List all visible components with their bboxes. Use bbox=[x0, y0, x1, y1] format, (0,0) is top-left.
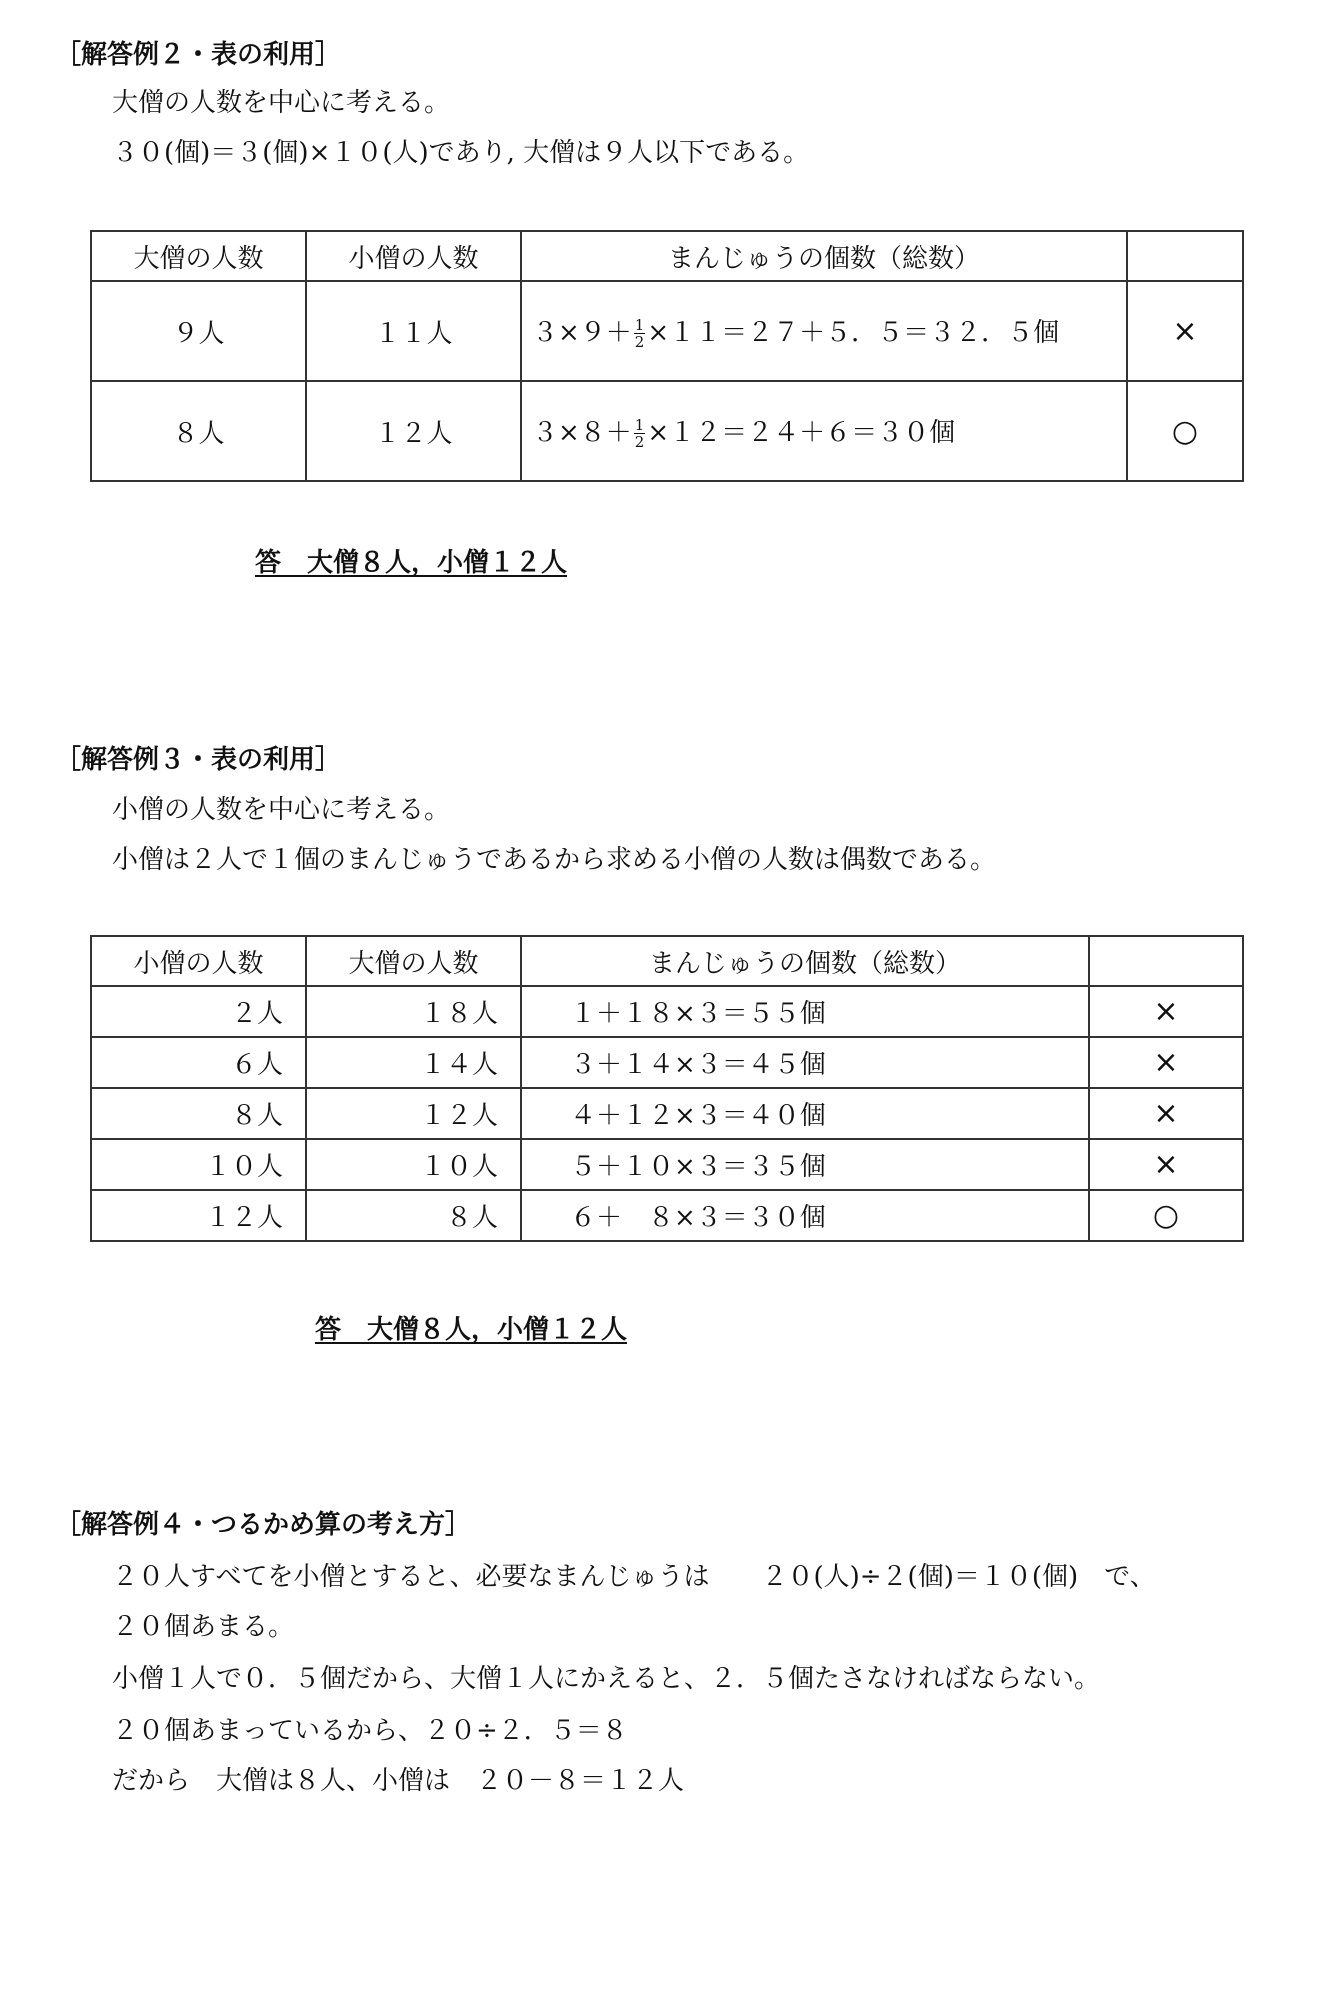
example4-line4: ２０個あまっているから、２０÷２．５＝８ bbox=[112, 1716, 628, 1746]
cell-manju-formula: ６＋ ８×３＝３０個 bbox=[521, 1190, 1089, 1241]
example4-line2: ２０個あまる。 bbox=[112, 1612, 295, 1642]
table-row bbox=[91, 986, 1243, 1037]
cell-big-count: １８人 bbox=[306, 986, 521, 1037]
formula-prefix: ３×８＋ bbox=[532, 417, 632, 448]
table-row bbox=[91, 381, 1243, 481]
cell-small-count: １２人 bbox=[306, 381, 521, 481]
table-row bbox=[91, 1088, 1243, 1139]
example3-line2: 小僧は２人で１個のまんじゅうであるから求める小僧の人数は偶数である。 bbox=[112, 845, 997, 875]
example4-line3: 小僧１人で０．５個だから、大僧１人にかえると、２．５個たさなければならない。 bbox=[112, 1664, 1101, 1694]
table-header-row bbox=[91, 231, 1243, 281]
cell-manju-formula: ５＋１０×３＝３５個 bbox=[521, 1139, 1089, 1190]
cell-manju-formula bbox=[521, 381, 1127, 481]
example2-line2: ３０(個)＝３(個)×１０(人)であり, 大僧は９人以下である。 bbox=[112, 138, 810, 168]
formula-suffix: ×１２＝２４＋６＝３０個 bbox=[647, 417, 956, 448]
cell-mark: ○ bbox=[1089, 1190, 1243, 1241]
example4-line5: だから 大僧は８人、小僧は ２０－８＝１２人 bbox=[112, 1766, 685, 1796]
fraction-half bbox=[634, 417, 646, 450]
example2-line1: 大僧の人数を中心に考える。 bbox=[112, 88, 451, 118]
header-mark bbox=[1089, 936, 1243, 986]
example2-answer: 答 大僧８人，小僧１２人 bbox=[255, 548, 568, 578]
header-mark bbox=[1127, 231, 1243, 281]
header-big-count: 大僧の人数 bbox=[91, 231, 306, 281]
example3-heading: ［解答例３・表の利用］ bbox=[55, 745, 342, 775]
cell-mark: × bbox=[1089, 1037, 1243, 1088]
cell-big-count: ９人 bbox=[91, 281, 306, 381]
header-manju-count: まんじゅうの個数（総数） bbox=[521, 936, 1089, 986]
fraction-numerator: 1 bbox=[634, 316, 645, 335]
table-header-row bbox=[91, 936, 1243, 986]
example3-line1: 小僧の人数を中心に考える。 bbox=[112, 795, 451, 825]
header-manju-count: まんじゅうの個数（総数） bbox=[521, 231, 1127, 281]
example3-table bbox=[90, 935, 1244, 1242]
cell-mark: × bbox=[1089, 1139, 1243, 1190]
cell-manju-formula: ４＋１２×３＝４０個 bbox=[521, 1088, 1089, 1139]
example2-heading: ［解答例２・表の利用］ bbox=[55, 40, 342, 70]
example2-table bbox=[90, 230, 1244, 482]
example3-answer: 答 大僧８人，小僧１２人 bbox=[315, 1315, 628, 1345]
fraction-half bbox=[634, 317, 646, 350]
cell-small-count: １１人 bbox=[306, 281, 521, 381]
header-small-count: 小僧の人数 bbox=[306, 231, 521, 281]
cell-big-count: １４人 bbox=[306, 1037, 521, 1088]
cell-mark: × bbox=[1089, 1088, 1243, 1139]
cell-mark: × bbox=[1127, 281, 1243, 381]
table-row bbox=[91, 281, 1243, 381]
example4-heading: ［解答例４・つるかめ算の考え方］ bbox=[55, 1510, 472, 1540]
fraction-denominator: 2 bbox=[634, 433, 645, 452]
cell-mark: ○ bbox=[1127, 381, 1243, 481]
table-row bbox=[91, 1190, 1243, 1241]
cell-big-count: １２人 bbox=[306, 1088, 521, 1139]
cell-mark: × bbox=[1089, 986, 1243, 1037]
fraction-numerator: 1 bbox=[634, 416, 645, 435]
table-row bbox=[91, 1139, 1243, 1190]
header-small-count: 小僧の人数 bbox=[91, 936, 306, 986]
cell-big-count: ８人 bbox=[306, 1190, 521, 1241]
cell-small-count: １０人 bbox=[91, 1139, 306, 1190]
table-row bbox=[91, 1037, 1243, 1088]
cell-small-count: ２人 bbox=[91, 986, 306, 1037]
cell-big-count: １０人 bbox=[306, 1139, 521, 1190]
fraction-denominator: 2 bbox=[634, 333, 645, 352]
formula-prefix: ３×９＋ bbox=[532, 317, 632, 348]
cell-small-count: ８人 bbox=[91, 1088, 306, 1139]
cell-big-count: ８人 bbox=[91, 381, 306, 481]
example4-line1: ２０人すべてを小僧とすると、必要なまんじゅうは ２０(人)÷２(個)＝１０(個) で、 bbox=[112, 1562, 1156, 1592]
cell-small-count: ６人 bbox=[91, 1037, 306, 1088]
header-big-count: 大僧の人数 bbox=[306, 936, 521, 986]
formula-suffix: ×１１＝２７＋５．５＝３２．５個 bbox=[647, 317, 1060, 348]
cell-manju-formula bbox=[521, 281, 1127, 381]
cell-manju-formula: ３＋１４×３＝４５個 bbox=[521, 1037, 1089, 1088]
cell-manju-formula: １＋１８×３＝５５個 bbox=[521, 986, 1089, 1037]
cell-small-count: １２人 bbox=[91, 1190, 306, 1241]
